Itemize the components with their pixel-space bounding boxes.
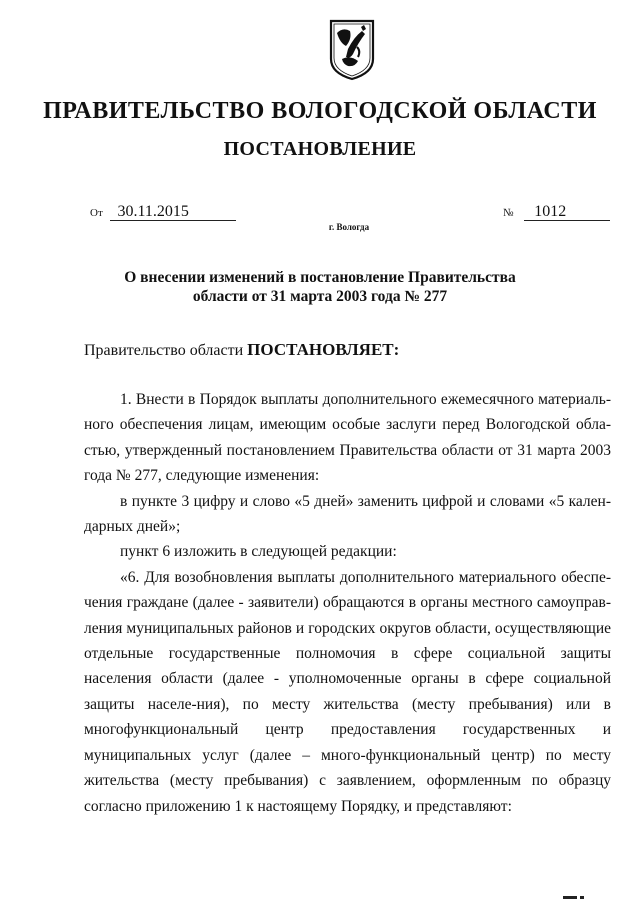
document-type: ПОСТАНОВЛЕНИЕ — [223, 138, 417, 160]
government-title: ПРАВИТЕЛЬСТВО ВОЛОГОДСКОЙ ОБЛАСТИ — [43, 98, 597, 124]
preamble-emphasis: ПОСТАНОВЛЯЕТ: — [247, 340, 400, 359]
coat-of-arms-icon — [328, 19, 376, 81]
number-line — [503, 204, 610, 221]
preamble — [84, 340, 399, 360]
paragraph-3: пункт 6 изложить в следующей редакции: — [120, 543, 397, 561]
paragraph-1: 1. Внести в Порядок выплаты дополнительного ежемесячного материаль-ного обеспечения лицам, имеющим особые заслуги перед Вологодской обла-стью, утвержденный постановлением Правительства области от 31 марта 2003 года № 277, следующие изменения: — [84, 391, 611, 485]
paragraph-2: в пункте 3 цифру и слово «5 дней» заменить цифрой и словами «5 кален-дарных дней»; — [84, 492, 611, 536]
paragraph-4: «6. Для возобновления выплаты дополнительного материального обеспе-чения граждане (далее - заявители) обращаются в органы местного самоуправ-ления муниципальных районов и городских округов области, осуществляющие отдельные государственные полномочия в сфере социальной защиты населения области (далее - уполномоченные органы в сфере социальной защиты населе-ния), по месту жительства (месту пребывания) или в многофункциональный центр предоставления государственных и муниципальных услуг (далее – много-функциональный центр) по месту жительства (месту пребывания) с заявлением, оформленным по образцу согласно приложению 1 к настоящему Порядку, и представляют: — [84, 568, 611, 815]
document-subject: О внесении изменений в постановление Правительства области от 31 марта 2003 года № 277 — [124, 269, 516, 305]
document-body — [84, 387, 611, 819]
date-value: 30.11.2015 — [110, 204, 236, 221]
date-label: От — [90, 207, 103, 219]
scan-mark-small — [580, 896, 584, 899]
date-line — [90, 204, 236, 221]
scan-mark — [563, 896, 577, 899]
number-value: 1012 — [524, 204, 610, 221]
preamble-text: Правительство области — [84, 342, 244, 359]
number-label: № — [503, 207, 514, 219]
city-label: г. Вологда — [328, 222, 370, 232]
